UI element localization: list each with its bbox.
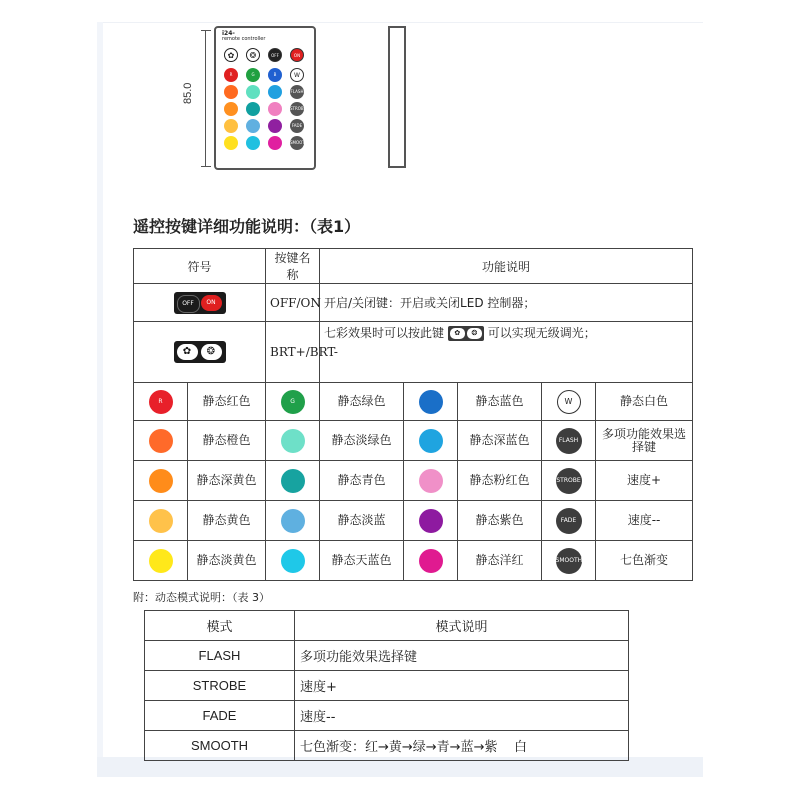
color-description: 速度-- <box>596 501 693 541</box>
color-description: 静态青色 <box>320 461 404 501</box>
mode-name: STROBE <box>145 671 295 701</box>
color-swatch-icon <box>281 549 305 573</box>
color-swatch-icon <box>419 390 443 414</box>
color-description: 静态天蓝色 <box>320 541 404 581</box>
color-description: 静态橙色 <box>188 421 266 461</box>
note-heading: 附：动态模式说明：（表 3） <box>133 591 270 604</box>
swatch-cell <box>134 541 188 581</box>
color-description: 静态蓝色 <box>458 383 542 421</box>
inline-brightness-icon <box>448 326 484 341</box>
color-description: 静态深蓝色 <box>458 421 542 461</box>
brightness-icon <box>174 341 226 363</box>
mode-description: 速度-- <box>295 701 629 731</box>
brt-symbol-cell <box>134 322 266 383</box>
remote-key-r3c1 <box>246 119 260 133</box>
brightness-down-icon: ✿ <box>224 48 238 62</box>
off-key-label: OFF <box>177 295 200 313</box>
color-swatch-icon <box>419 509 443 533</box>
brt-key-name: BRT+/BRT- <box>266 322 320 383</box>
section-heading: 遥控按键详细功能说明：（表1） <box>133 217 361 236</box>
swatch-cell <box>266 501 320 541</box>
mode-rows <box>145 641 629 761</box>
mode-name: SMOOTH <box>145 731 295 761</box>
remote-key-r0c3: W <box>290 68 304 82</box>
remote-key-r3c2 <box>268 119 282 133</box>
white-key-icon: W <box>557 390 581 414</box>
remote-key-r0c2: B <box>268 68 282 82</box>
dimension-tick-top <box>201 30 211 31</box>
on-key-label: ON <box>201 295 222 311</box>
table3-header-row <box>145 611 629 641</box>
color-description: 静态淡绿色 <box>320 421 404 461</box>
swatch-cell <box>266 421 320 461</box>
inline-brightness-down-icon: ✿ <box>450 328 465 339</box>
mode-table <box>144 610 629 761</box>
color-swatch-icon <box>419 429 443 453</box>
remote-brand: i24- <box>222 30 235 37</box>
color-row <box>134 541 693 581</box>
remote-key-r2c0 <box>224 102 238 116</box>
remote-key-r1c1 <box>246 85 260 99</box>
remote-controller-drawing <box>214 26 316 170</box>
swatch-cell <box>266 541 320 581</box>
color-swatch-icon <box>281 429 305 453</box>
remote-key-r1c0 <box>224 85 238 99</box>
remote-key-r2c2 <box>268 102 282 116</box>
color-description: 静态淡黄色 <box>188 541 266 581</box>
mode-row <box>145 641 629 671</box>
inline-brightness-up-icon: ❂ <box>467 328 482 339</box>
color-description: 七色渐变 <box>596 541 693 581</box>
offon-function: 开启/关闭键：开启或关闭LED 控制器； <box>320 284 693 322</box>
remote-key-r2c1 <box>246 102 260 116</box>
color-swatch-icon: R <box>149 390 173 414</box>
color-swatch-icon <box>149 469 173 493</box>
color-swatch-icon <box>419 469 443 493</box>
color-swatch-icon <box>149 549 173 573</box>
mode-description: 七色渐变：红→黄→绿→青→蓝→紫 白 <box>295 731 629 761</box>
color-swatch-icon <box>419 549 443 573</box>
dimension-label: 85.0 <box>182 82 194 104</box>
remote-key-r4c0 <box>224 136 238 150</box>
swatch-cell <box>542 383 596 421</box>
mode-key-icon: SMOOTH <box>556 548 582 574</box>
mode-row <box>145 671 629 701</box>
swatch-cell <box>134 501 188 541</box>
offon-key-name: OFF/ON <box>266 284 320 322</box>
table1-header-row <box>134 249 693 284</box>
remote-key-r2c3: STROBE <box>290 102 304 116</box>
color-swatch-icon: G <box>281 390 305 414</box>
remote-key-r3c3: FADE <box>290 119 304 133</box>
mode-key-icon: FADE <box>556 508 582 534</box>
remote-key-r4c2 <box>268 136 282 150</box>
swatch-cell <box>404 383 458 421</box>
color-swatch-icon <box>281 509 305 533</box>
color-swatch-icon <box>149 429 173 453</box>
dimension-tick-bottom <box>201 166 211 167</box>
header-function: 功能说明 <box>320 249 693 284</box>
color-description: 静态紫色 <box>458 501 542 541</box>
mode-description: 速度+ <box>295 671 629 701</box>
color-row <box>134 421 693 461</box>
dimension-line <box>205 30 206 166</box>
offon-symbol-cell <box>134 284 266 322</box>
color-description: 静态粉红色 <box>458 461 542 501</box>
key-function-table <box>133 248 693 581</box>
remote-key-r0c1: G <box>246 68 260 82</box>
remote-key-OFF: OFF <box>268 48 282 62</box>
header-mode-description: 模式说明 <box>295 611 629 641</box>
color-description: 静态黄色 <box>188 501 266 541</box>
brightness-up-icon: ❂ <box>246 48 260 62</box>
swatch-cell <box>266 383 320 421</box>
brt-function-text-2: 可以实现无级调光； <box>487 326 596 340</box>
color-description: 静态红色 <box>188 383 266 421</box>
swatch-cell <box>542 461 596 501</box>
mode-row <box>145 731 629 761</box>
color-row <box>134 501 693 541</box>
swatch-cell <box>542 541 596 581</box>
brightness-down-icon: ✿ <box>177 344 198 360</box>
color-rows <box>134 383 693 581</box>
swatch-cell <box>404 421 458 461</box>
brightness-up-icon: ❂ <box>201 344 222 360</box>
color-description: 速度+ <box>596 461 693 501</box>
color-description: 静态淡蓝 <box>320 501 404 541</box>
swatch-cell <box>542 501 596 541</box>
page-left-strip <box>97 22 103 777</box>
mode-key-icon: STROBE <box>556 468 582 494</box>
color-description: 静态绿色 <box>320 383 404 421</box>
swatch-cell <box>134 461 188 501</box>
header-symbol: 符号 <box>134 249 266 284</box>
table1-row-brt <box>134 322 693 383</box>
swatch-cell <box>404 461 458 501</box>
mode-description: 多项功能效果选择键 <box>295 641 629 671</box>
remote-key-r1c3: FLASH <box>290 85 304 99</box>
brt-function-text-1: 七彩效果时可以按此键 <box>324 326 445 340</box>
swatch-cell <box>542 421 596 461</box>
mode-name: FLASH <box>145 641 295 671</box>
swatch-cell <box>404 501 458 541</box>
mode-row <box>145 701 629 731</box>
swatch-cell <box>266 461 320 501</box>
table1-row-offon <box>134 284 693 322</box>
brt-function <box>320 322 693 383</box>
off-on-icon <box>174 292 226 314</box>
remote-key-r4c1 <box>246 136 260 150</box>
color-description: 静态洋红 <box>458 541 542 581</box>
color-description: 多项功能效果选择键 <box>596 421 693 461</box>
remote-key-r1c2 <box>268 85 282 99</box>
remote-side-view <box>388 26 406 168</box>
color-description: 静态深黄色 <box>188 461 266 501</box>
remote-key-r0c0: R <box>224 68 238 82</box>
header-key-name: 按键名称 <box>266 249 320 284</box>
header-mode: 模式 <box>145 611 295 641</box>
color-row <box>134 383 693 421</box>
color-swatch-icon <box>149 509 173 533</box>
mode-name: FADE <box>145 701 295 731</box>
swatch-cell <box>134 421 188 461</box>
color-swatch-icon <box>281 469 305 493</box>
remote-subtitle: remote controller <box>222 36 266 42</box>
mode-key-icon: FLASH <box>556 428 582 454</box>
color-row <box>134 461 693 501</box>
swatch-cell <box>134 383 188 421</box>
color-description: 静态白色 <box>596 383 693 421</box>
remote-key-r4c3: SMOOTH <box>290 136 304 150</box>
remote-key-r3c0 <box>224 119 238 133</box>
swatch-cell <box>404 541 458 581</box>
remote-key-ON: ON <box>290 48 304 62</box>
